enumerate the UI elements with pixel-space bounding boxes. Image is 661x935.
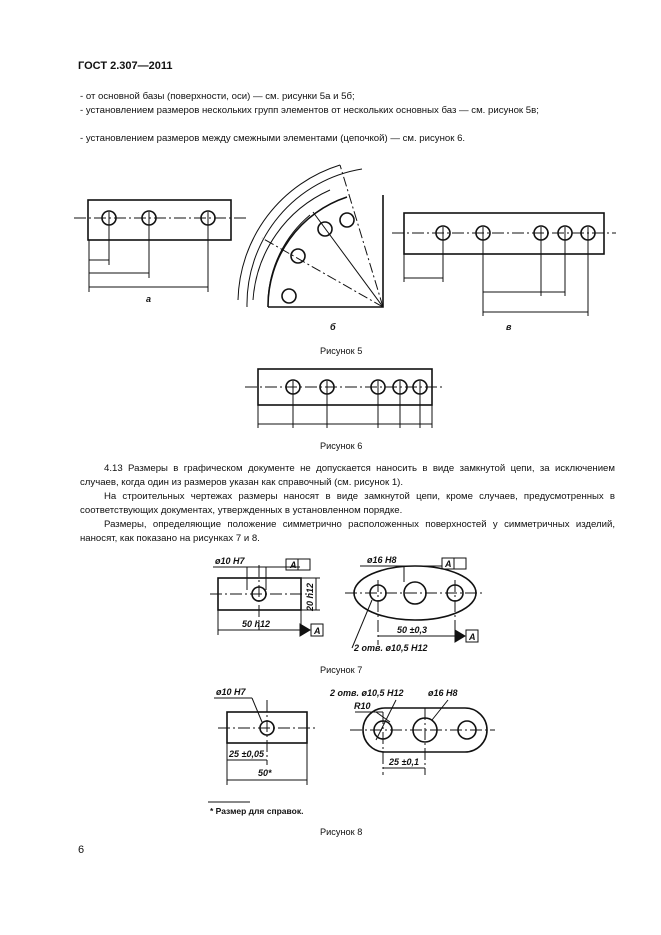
figure-8-caption: Рисунок 8 bbox=[320, 827, 363, 837]
figure-7-base-label: A bbox=[314, 626, 321, 636]
figure-5c-label: в bbox=[506, 322, 512, 332]
document-header: ГОСТ 2.307—2011 bbox=[78, 60, 173, 72]
figure-5a-label: а bbox=[146, 294, 152, 304]
figure-8-hole-center-label: ø16 H8 bbox=[428, 688, 458, 698]
figure-8-right bbox=[350, 700, 495, 775]
figure-5b-label: б bbox=[330, 322, 336, 332]
figure-6-caption: Рисунок 6 bbox=[320, 441, 363, 451]
list-item-base: - от основной базы (поверхности, оси) — см. рисунки 5а и 5б; bbox=[80, 91, 355, 102]
paragraph-symmetric: Размеры, определяющие положение симметрично расположенных поверхностей у симметричных изделий, наносят, как показано на рисунках 7 и 8. bbox=[80, 519, 615, 544]
paragraph-4-13: 4.13 Размеры в графическом документе не допускается наносить в виде замкнутой цепи, за исключением случаев, когда один из размеров указан как справочный (см. рисунок 1). bbox=[80, 463, 615, 488]
figure-7-height-label: 20 h12 bbox=[305, 582, 315, 611]
figure-5-caption: Рисунок 5 bbox=[320, 346, 363, 356]
figure-8-footnote: * Размер для справок. bbox=[210, 806, 304, 816]
figure-7-hole-left-label: ø10 H7 bbox=[215, 556, 245, 566]
figure-7-spacing-label: 50 ±0,3 bbox=[397, 625, 427, 635]
figure-7-caption: Рисунок 7 bbox=[320, 665, 363, 675]
figure-7-length-label: 50 h12 bbox=[242, 619, 271, 629]
figure-8-radius-label: R10 bbox=[354, 701, 371, 711]
figure-7-base-label-top: A bbox=[290, 560, 297, 570]
figure-8-full-label: 50* bbox=[258, 768, 272, 778]
figure-7-base-label-right-top: A bbox=[445, 559, 452, 569]
list-item-chain: - установлением размеров между смежными элементами (цепочкой) — см. рисунок 6. bbox=[80, 133, 466, 144]
figure-7-holes-label: 2 отв. ø10,5 H12 bbox=[354, 643, 428, 653]
figure-8-hole-left-label: ø10 H7 bbox=[216, 687, 246, 697]
figure-8-holes-label: 2 отв. ø10,5 H12 bbox=[330, 688, 404, 698]
figure-8-half-label: 25 ±0,05 bbox=[229, 749, 264, 759]
figure-7-hole-right-label: ø16 H8 bbox=[367, 555, 397, 565]
page-number: 6 bbox=[78, 844, 85, 856]
list-item-groups: - установлением размеров нескольких групп элементов от нескольких основных баз — см. рисунок 5в; bbox=[80, 105, 539, 116]
figure-8-half-right-label: 25 ±0,1 bbox=[389, 757, 419, 767]
figure-7-base-label-right: A bbox=[469, 632, 476, 642]
paragraph-construction: На строительных чертежах размеры наносят в виде замкнутой цепи, кроме случаев, предусмотренных в соответствующих документах, утвержденных в установленном порядке. bbox=[80, 491, 615, 516]
